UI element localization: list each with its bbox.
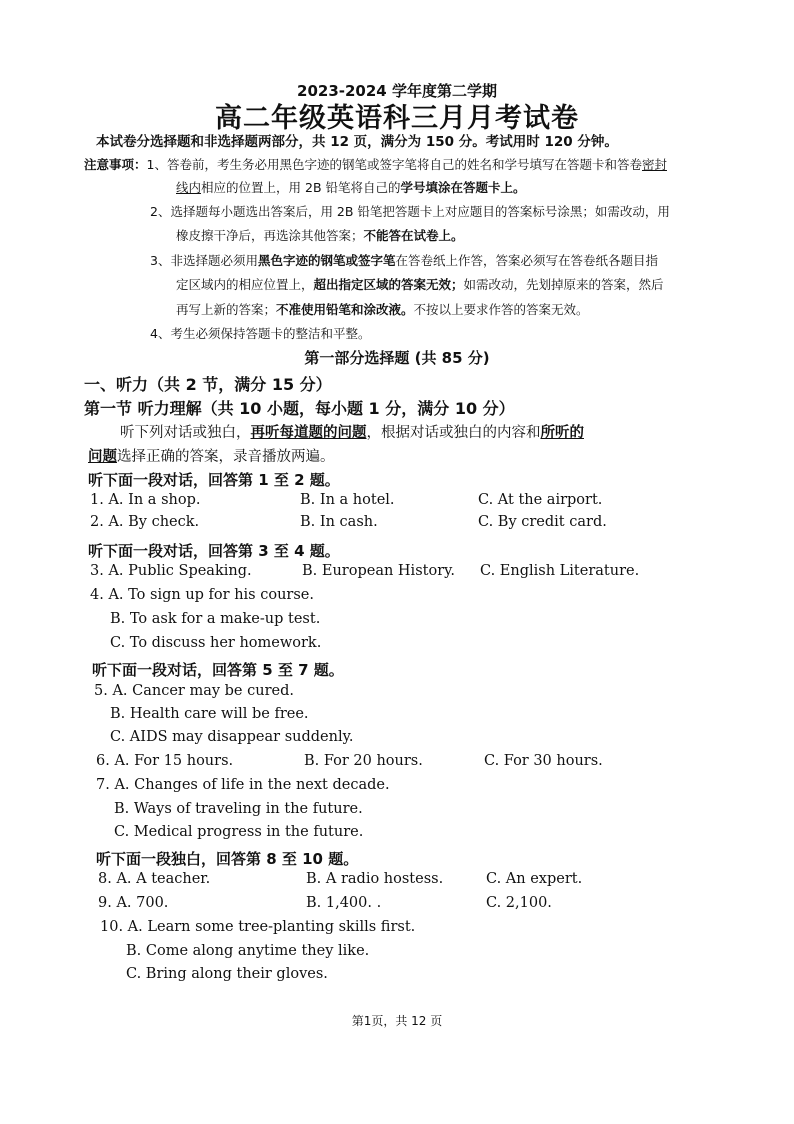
note-3-line-3: 再写上新的答案；不准使用铅笔和涂改液。不按以上要求作答的答案无效。: [176, 302, 589, 317]
note-2-line-1: 2、选择题每小题选出答案后，用 2B 铅笔把答题卡上对应题目的答案标号涂黑；如需改动，用: [150, 204, 670, 219]
q1-option-c: C. At the airport.: [478, 492, 603, 508]
q9-option-b: B. 1,400. .: [306, 895, 382, 911]
note-3-line-2: 定区域内的相应位置上，超出指定区域的答案无效；如需改动，先划掉原来的答案，然后: [176, 277, 664, 292]
note-1-line-1: 注意事项：1、答卷前，考生务必用黑色字迹的钢笔或签字笔将自己的姓名和学号填写在答题卡和答卷密封: [84, 157, 667, 172]
q5-option-a: 5. A. Cancer may be cured.: [94, 683, 294, 699]
q6-option-b: B. For 20 hours.: [304, 753, 423, 769]
group-2-header: 听下面一段对话，回答第 3 至 4 题。: [88, 542, 340, 560]
q6-option-c: C. For 30 hours.: [484, 753, 603, 769]
q8-option-c: C. An expert.: [486, 871, 583, 887]
q2-option-b: B. In cash.: [300, 514, 378, 530]
subsection-title: 第一节 听力理解（共 10 小题，每小题 1 分，满分 10 分）: [84, 399, 515, 418]
instructions-line-2: 问题选择正确的答案，录音播放两遍。: [88, 449, 335, 465]
section-listening: 一、听力（共 2 节，满分 15 分）: [84, 375, 332, 394]
part-one-title: 第一部分选择题 (共 85 分): [304, 349, 490, 367]
q5-option-c: C. AIDS may disappear suddenly.: [110, 729, 354, 745]
note-4: 4、考生必须保持答题卡的整洁和平整。: [150, 326, 371, 341]
q10-option-c: C. Bring along their gloves.: [126, 966, 328, 982]
exam-intro: 本试卷分选择题和非选择题两部分，共 12 页，满分为 150 分。考试用时 120 分钟。: [96, 134, 618, 150]
q10-option-b: B. Come along anytime they like.: [126, 943, 370, 959]
q1-option-a: 1. A. In a shop.: [90, 492, 201, 508]
school-year: 2023-2024 学年度第二学期: [297, 82, 497, 100]
q2-option-c: C. By credit card.: [478, 514, 607, 530]
group-1-header: 听下面一段对话，回答第 1 至 2 题。: [88, 471, 340, 489]
q3-option-a: 3. A. Public Speaking.: [90, 563, 252, 579]
q4-option-b: B. To ask for a make-up test.: [110, 611, 321, 627]
q1-option-b: B. In a hotel.: [300, 492, 395, 508]
instructions-line-1: 听下列对话或独白，再听每道题的问题，根据对话或独白的内容和所听的: [120, 425, 584, 441]
note-3-line-1: 3、非选择题必须用黑色字迹的钢笔或签字笔在答卷纸上作答，答案必须写在答卷纸各题目指: [150, 253, 658, 268]
note-2-line-2: 橡皮擦干净后，再选涂其他答案；不能答在试卷上。: [176, 228, 464, 243]
q7-option-c: C. Medical progress in the future.: [114, 824, 364, 840]
page-title: 高二年级英语科三月月考试卷: [215, 103, 579, 134]
q10-option-a: 10. A. Learn some tree-planting skills first.: [100, 919, 416, 935]
q4-option-c: C. To discuss her homework.: [110, 635, 322, 651]
q7-option-a: 7. A. Changes of life in the next decade.: [96, 777, 390, 793]
q4-option-a: 4. A. To sign up for his course.: [90, 587, 314, 603]
q8-option-a: 8. A. A teacher.: [98, 871, 211, 887]
q2-option-a: 2. A. By check.: [90, 514, 200, 530]
group-3-header: 听下面一段对话，回答第 5 至 7 题。: [92, 661, 344, 679]
q3-option-b: B. European History.: [302, 563, 456, 579]
q9-option-a: 9. A. 700.: [98, 895, 169, 911]
q8-option-b: B. A radio hostess.: [306, 871, 444, 887]
page-number: 第1页，共 12 页: [351, 1014, 443, 1028]
q5-option-b: B. Health care will be free.: [110, 706, 309, 722]
q7-option-b: B. Ways of traveling in the future.: [114, 801, 363, 817]
q6-option-a: 6. A. For 15 hours.: [96, 753, 234, 769]
q9-option-c: C. 2,100.: [486, 895, 552, 911]
group-4-header: 听下面一段独白，回答第 8 至 10 题。: [96, 850, 359, 868]
notes-label: 注意事项：: [84, 157, 147, 172]
q3-option-c: C. English Literature.: [480, 563, 640, 579]
note-1-line-2: 线内相应的位置上，用 2B 铅笔将自己的学号填涂在答题卡上。: [176, 180, 526, 195]
